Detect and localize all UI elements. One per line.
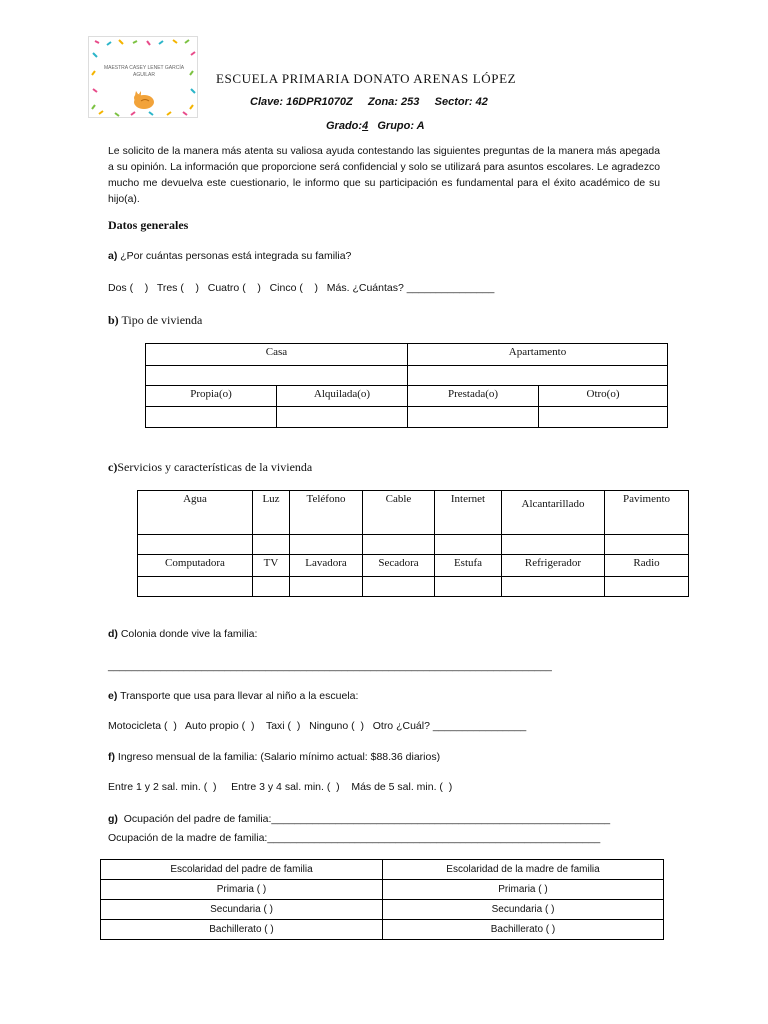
- service-estufa: Estufa: [435, 555, 502, 577]
- service-pavimento: Pavimento: [605, 491, 689, 535]
- school-code-line: Clave: 16DPR1070Z Zona: 253 Sector: 42: [250, 96, 488, 108]
- general-data-title: Datos generales: [108, 218, 189, 232]
- service-answer-cell[interactable]: [605, 577, 689, 597]
- housing-answer-cell[interactable]: [408, 407, 539, 428]
- housing-table: [145, 343, 668, 428]
- education-father-header: Escolaridad del padre de familia: [101, 860, 383, 880]
- housing-prestada: Prestada(o): [408, 386, 539, 407]
- cat-icon: [129, 89, 159, 111]
- housing-answer-cell[interactable]: [539, 407, 668, 428]
- question-c: c)Servicios y características de la vivienda: [108, 460, 313, 474]
- service-answer-cell[interactable]: [435, 577, 502, 597]
- question-d: d) Colonia donde vive la familia:: [108, 628, 258, 640]
- grade-value: 4: [362, 120, 369, 132]
- service-answer-cell[interactable]: [253, 577, 290, 597]
- service-answer-cell[interactable]: [435, 535, 502, 555]
- service-answer-cell[interactable]: [290, 535, 363, 555]
- question-b: b) Tipo de vivienda: [108, 313, 203, 327]
- service-answer-cell[interactable]: [502, 535, 605, 555]
- housing-answer-cell[interactable]: [146, 407, 277, 428]
- grade-group-line: Grado:4 Grupo: A: [326, 120, 425, 132]
- service-computadora: Computadora: [138, 555, 253, 577]
- education-mother-bachillerato[interactable]: Bachillerato ( ): [383, 920, 664, 940]
- housing-alquilada: Alquilada(o): [277, 386, 408, 407]
- logo-text: MAESTRA CASEY LENET GARCÍA AGUILAR: [103, 65, 185, 78]
- question-g-father[interactable]: g) Ocupación del padre de familia:__________________________________________________________: [108, 813, 611, 825]
- housing-answer-cell[interactable]: [277, 407, 408, 428]
- service-telefono: Teléfono: [290, 491, 363, 535]
- education-father-primaria[interactable]: Primaria ( ): [101, 880, 383, 900]
- housing-otro: Otro(o): [539, 386, 668, 407]
- service-secadora: Secadora: [363, 555, 435, 577]
- service-answer-cell[interactable]: [502, 577, 605, 597]
- question-a-options[interactable]: Dos ( ) Tres ( ) Cuatro ( ) Cinco ( ) Más. ¿Cuántas? _______________: [108, 282, 495, 294]
- service-radio: Radio: [605, 555, 689, 577]
- service-answer-cell[interactable]: [138, 535, 253, 555]
- service-answer-cell[interactable]: [363, 535, 435, 555]
- service-luz: Luz: [253, 491, 290, 535]
- service-tv: TV: [253, 555, 290, 577]
- service-answer-cell[interactable]: [253, 535, 290, 555]
- intro-paragraph: Le solicito de la manera más atenta su valiosa ayuda contestando las siguientes preguntas de la manera más apegada a su opinión. La información que proporcione será confidencial y solo se utilizará para asuntos escolares. Le agradezco mucho me devuelva este cuestionario, le informo que su participación es fundamental para el éxito académico de su hijo(a).: [108, 146, 660, 205]
- education-mother-primaria[interactable]: Primaria ( ): [383, 880, 664, 900]
- question-a: a) ¿Por cuántas personas está integrada su familia?: [108, 250, 352, 262]
- education-table: [100, 859, 664, 940]
- housing-casa-answer[interactable]: [146, 366, 408, 386]
- service-cable: Cable: [363, 491, 435, 535]
- question-f-options[interactable]: Entre 1 y 2 sal. min. ( ) Entre 3 y 4 sal. min. ( ) Más de 5 sal. min. ( ): [108, 781, 453, 793]
- housing-apartamento-answer[interactable]: [408, 366, 668, 386]
- housing-propia: Propia(o): [146, 386, 277, 407]
- education-father-secundaria[interactable]: Secundaria ( ): [101, 900, 383, 920]
- education-father-bachillerato[interactable]: Bachillerato ( ): [101, 920, 383, 940]
- services-table: [137, 490, 689, 597]
- education-mother-header: Escolaridad de la madre de familia: [383, 860, 664, 880]
- service-answer-cell[interactable]: [290, 577, 363, 597]
- housing-casa: Casa: [146, 344, 408, 366]
- question-g-mother[interactable]: Ocupación de la madre de familia:_________________________________________________________: [108, 832, 601, 844]
- teacher-logo: [88, 36, 198, 118]
- service-internet: Internet: [435, 491, 502, 535]
- service-answer-cell[interactable]: [605, 535, 689, 555]
- service-agua: Agua: [138, 491, 253, 535]
- school-name: ESCUELA PRIMARIA DONATO ARENAS LÓPEZ: [216, 71, 517, 86]
- question-e: e) Transporte que usa para llevar al niño a la escuela:: [108, 690, 359, 702]
- question-e-options[interactable]: Motocicleta ( ) Auto propio ( ) Taxi ( ) Ninguno ( ) Otro ¿Cuál? ________________: [108, 720, 527, 732]
- service-answer-cell[interactable]: [138, 577, 253, 597]
- housing-apartamento: Apartamento: [408, 344, 668, 366]
- education-mother-secundaria[interactable]: Secundaria ( ): [383, 900, 664, 920]
- service-refrigerador: Refrigerador: [502, 555, 605, 577]
- neighborhood-line[interactable]: ____________________________________________________________________________: [108, 660, 552, 672]
- service-alcantarillado: Alcantarillado: [502, 491, 605, 535]
- service-answer-cell[interactable]: [363, 577, 435, 597]
- question-f: f) Ingreso mensual de la familia: (Salario mínimo actual: $88.36 diarios): [108, 751, 441, 763]
- service-lavadora: Lavadora: [290, 555, 363, 577]
